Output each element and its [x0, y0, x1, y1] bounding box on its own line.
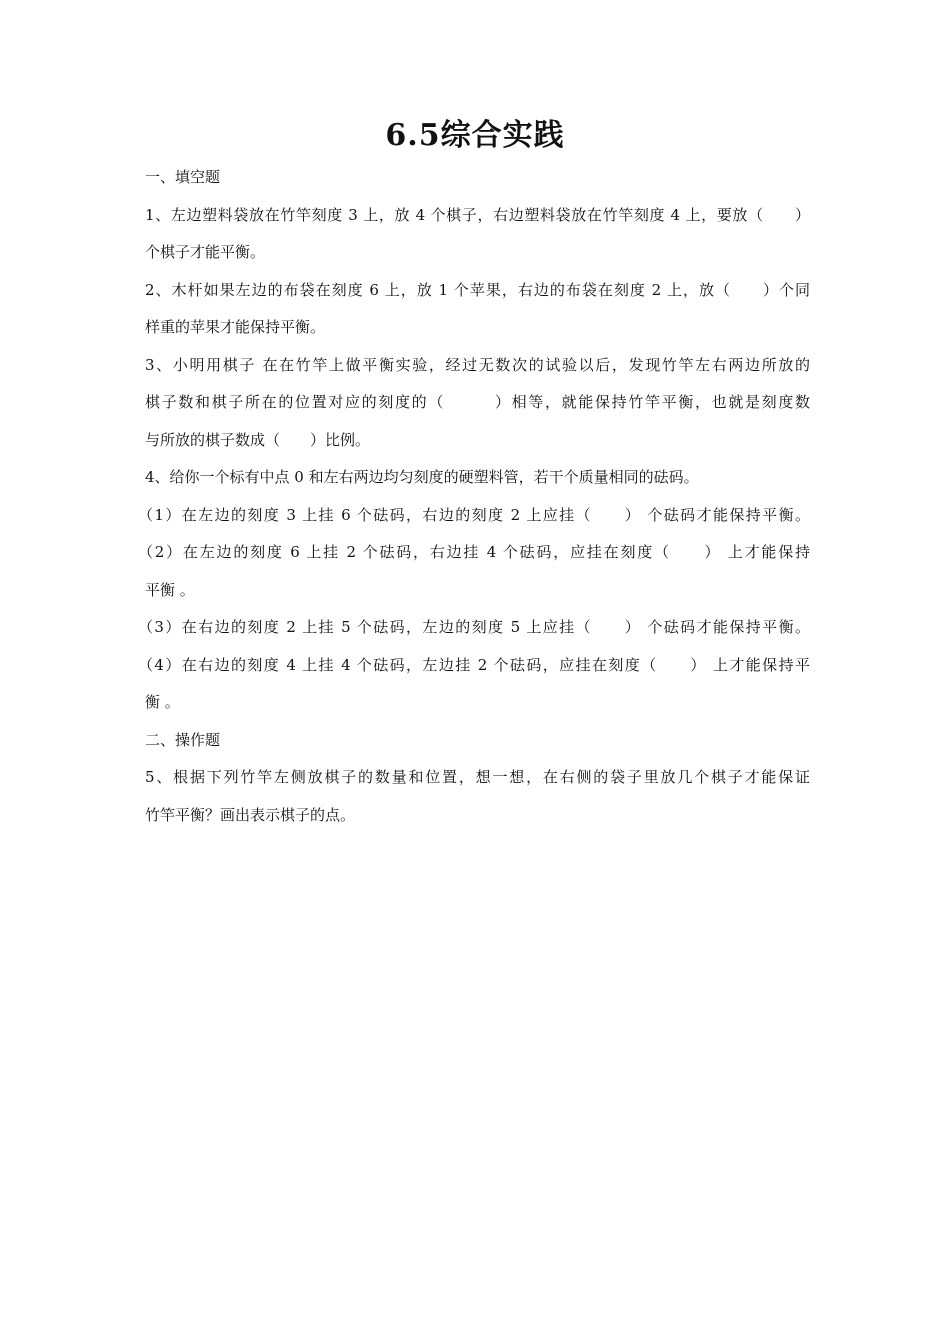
- question-3-line-3: 与所放的棋子数成（ ）比例。: [145, 430, 371, 449]
- question-4-part-4-line-1: （4）在右边的刻度 4 上挂 4 个砝码，左边挂 2 个砝码，应挂在刻度（ ） 上才能保持平: [138, 655, 810, 674]
- worksheet-body: [138, 159, 810, 834]
- question-4-part-2-line-2: 平衡 。: [145, 580, 195, 599]
- section-heading-fill-in: 一、填空题: [145, 168, 221, 186]
- question-4-intro: 4、给你一个标有中点 0 和左右两边均匀刻度的硬塑料管，若干个质量相同的砝码。: [145, 468, 699, 486]
- question-5-line-2: 竹竿平衡？画出表示棋子的点。: [145, 805, 356, 824]
- question-1-line-1: 1、左边塑料袋放在竹竿刻度 3 上，放 4 个棋子，右边塑料袋放在竹竿刻度 4 上，要放（ ）: [145, 205, 810, 224]
- question-4-part-1: （1）在左边的刻度 3 上挂 6 个砝码，右边的刻度 2 上应挂（ ） 个砝码才能保持平衡。: [138, 505, 810, 524]
- page-title: 6.5综合实践: [385, 118, 565, 153]
- question-3-line-2: 棋子数和棋子所在的位置对应的刻度的（ ）相等，就能保持竹竿平衡，也就是刻度数: [145, 393, 810, 411]
- question-4-part-3: （3）在右边的刻度 2 上挂 5 个砝码，左边的刻度 5 上应挂（ ） 个砝码才能保持平衡。: [138, 618, 810, 636]
- question-3-line-1: 3、小明用棋子 在在竹竿上做平衡实验，经过无数次的试验以后，发现竹竿左右两边所放的: [145, 355, 810, 374]
- question-5-line-1: 5、根据下列竹竿左侧放棋子的数量和位置，想一想，在右侧的袋子里放几个棋子才能保证: [145, 768, 810, 786]
- question-2-line-2: 样重的苹果才能保持平衡。: [145, 318, 326, 336]
- question-4-part-2-line-1: （2）在左边的刻度 6 上挂 2 个砝码，右边挂 4 个砝码，应挂在刻度（ ） 上才能保持: [138, 543, 810, 561]
- question-1-line-2: 个棋子才能平衡。: [145, 243, 266, 261]
- question-2-line-1: 2、木杆如果左边的布袋在刻度 6 上，放 1 个苹果，右边的布袋在刻度 2 上，放（ ）个同: [145, 280, 810, 299]
- question-4-part-4-line-2: 衡 。: [145, 693, 180, 711]
- section-heading-operation: 二、操作题: [145, 730, 221, 749]
